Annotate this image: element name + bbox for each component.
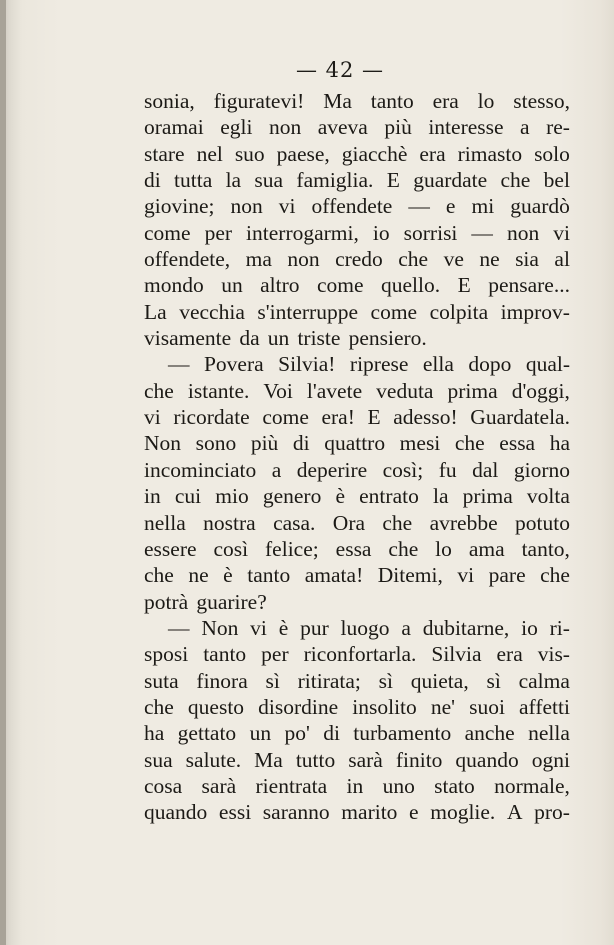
text-line: mondo un altro come quello. E pensare... bbox=[144, 273, 570, 298]
text-line: essere così felice; essa che lo ama tanto, bbox=[144, 536, 570, 561]
text-line: come per interrogarmi, io sorrisi — non vi bbox=[144, 220, 570, 245]
text-line: oramai egli non aveva più interesse a re- bbox=[144, 115, 570, 140]
text-line: incominciato a deperire così; fu dal giorno bbox=[144, 457, 570, 482]
text-line: giovine; non vi offendete — e mi guardò bbox=[144, 194, 570, 219]
text-line: quando essi saranno marito e moglie. A pro- bbox=[144, 800, 570, 825]
text-line: cosa sarà rientrata in uno stato normale, bbox=[144, 773, 570, 798]
text-line: sua salute. Ma tutto sarà finito quando ogni bbox=[144, 747, 570, 772]
text-line: nella nostra casa. Ora che avrebbe potuto bbox=[144, 510, 570, 535]
text-line: La vecchia s'interruppe come colpita improv- bbox=[144, 299, 570, 324]
text-line: offendete, ma non credo che ve ne sia al bbox=[144, 247, 570, 272]
text-line: di tutta la sua famiglia. E guardate che bel bbox=[144, 168, 570, 193]
text-line: che questo disordine insolito ne' suoi affetti bbox=[144, 694, 570, 719]
text-line: che ne è tanto amata! Ditemi, vi pare che bbox=[144, 563, 570, 588]
text-line: — Povera Silvia! riprese ella dopo qual- bbox=[168, 352, 570, 377]
text-line: potrà guarire? bbox=[144, 589, 267, 614]
text-line: in cui mio genero è entrato la prima volta bbox=[144, 484, 570, 509]
text-line: sonia, figuratevi! Ma tanto era lo stesso, bbox=[144, 89, 570, 113]
page-binding-shadow bbox=[0, 0, 6, 945]
page-number: — 42 — bbox=[295, 58, 385, 82]
text-line: stare nel suo paese, giacchè era rimasto solo bbox=[144, 141, 570, 166]
text-line: ha gettato un po' di turbamento anche nella bbox=[144, 721, 570, 746]
text-line: suta finora sì ritirata; sì quieta, sì calma bbox=[144, 668, 570, 693]
text-line: che istante. Voi l'avete veduta prima d'oggi, bbox=[144, 378, 570, 403]
text-line: vi ricordate come era! E adesso! Guardatela. bbox=[144, 405, 570, 430]
text-line: — Non vi è pur luogo a dubitarne, io ri- bbox=[168, 615, 570, 640]
text-line: sposi tanto per riconfortarla. Silvia era vis- bbox=[144, 642, 570, 667]
body-text bbox=[144, 88, 570, 826]
text-line: Non sono più di quattro mesi che essa ha bbox=[144, 431, 570, 456]
text-line: visamente da un triste pensiero. bbox=[144, 326, 427, 351]
